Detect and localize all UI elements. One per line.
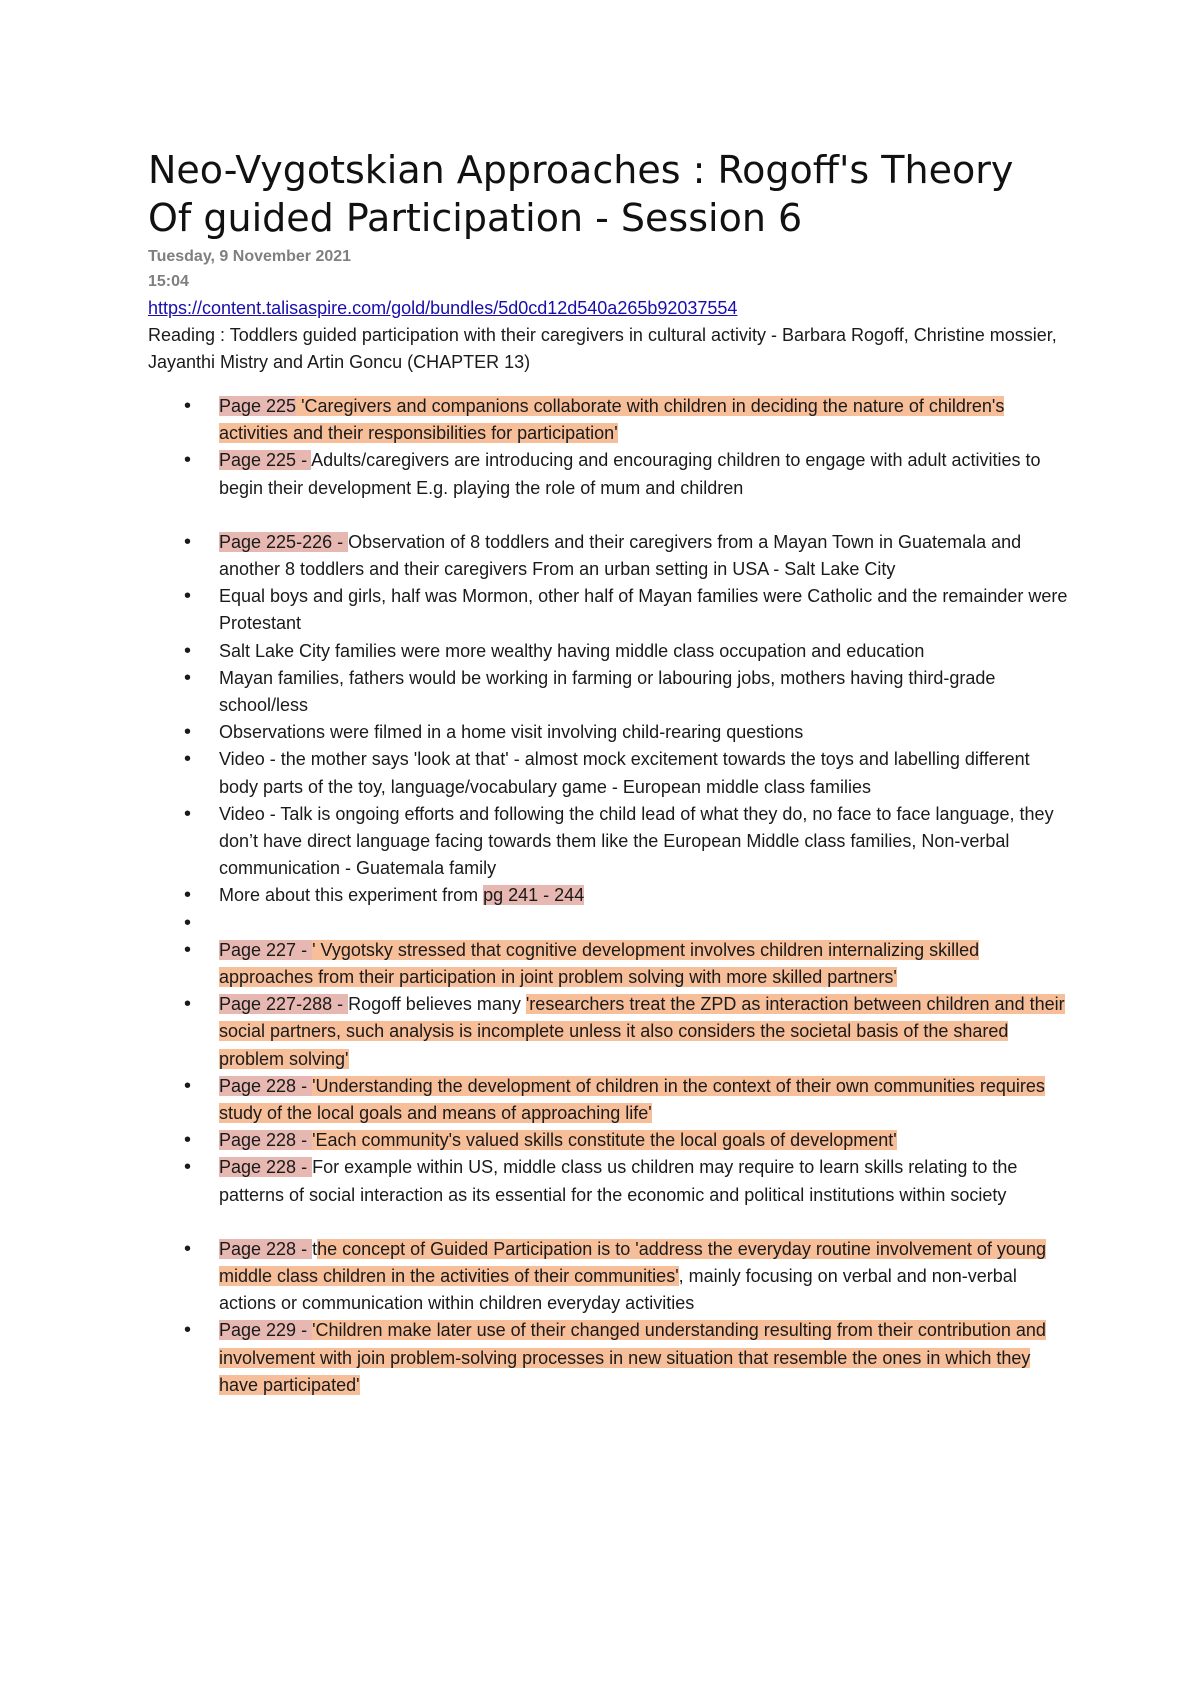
list-item bbox=[148, 991, 1068, 1073]
note-lead: t bbox=[312, 1238, 318, 1259]
quote-text: he concept of Guided Participation is to 'address the everyday routine involvement of young middle class children in the activities of their communities' bbox=[219, 1238, 1046, 1287]
reading-link[interactable]: https://content.talisaspire.com/gold/bundles/5d0cd12d540a265b92037554 bbox=[148, 298, 738, 318]
list-item bbox=[148, 719, 1068, 746]
list-item bbox=[148, 1073, 1068, 1127]
list-item bbox=[148, 1154, 1068, 1208]
quote-text: 'researchers treat the ZPD as interaction between children and their social partners, such analysis is incomplete unless it also considers the societal basis of the shared problem solving' bbox=[219, 994, 1065, 1069]
page-ref: Page 228 - bbox=[219, 1130, 313, 1151]
list-item bbox=[148, 882, 1068, 909]
bullet-icon: • bbox=[184, 802, 192, 825]
page-ref: Page 229 - bbox=[219, 1320, 313, 1341]
note-text: Video - Talk is ongoing efforts and following the child lead of what they do, no face to face language, they don’t have direct language facing towards them like the European Middle class families, Non-verbal communication - Guatemala family bbox=[219, 803, 1054, 879]
page-ref: Page 228 - bbox=[219, 1075, 313, 1096]
quote-text: 'Each community's valued skills constitute the local goals of development' bbox=[312, 1130, 897, 1151]
bullet-icon: • bbox=[184, 748, 192, 771]
page-ref: pg 241 - 244 bbox=[483, 885, 585, 906]
page-ref: Page 228 - bbox=[219, 1238, 313, 1259]
bullet-icon: • bbox=[184, 1319, 192, 1342]
note-date: Tuesday, 9 November 2021 bbox=[148, 248, 352, 265]
note-text: Adults/caregivers are introducing and encouraging children to engage with adult activities to begin their development E.g. playing the role of mum and children bbox=[219, 450, 1041, 498]
page-ref: Page 225-226 - bbox=[219, 531, 349, 552]
list-item bbox=[148, 1317, 1068, 1399]
bullet-icon: • bbox=[184, 1237, 192, 1260]
quote-text: 'Children make later use of their changed understanding resulting from their contribution and involvement with join problem-solving processes in new situation that resemble the ones in which they have participated' bbox=[219, 1320, 1046, 1395]
quote-text: 'Understanding the development of children in the context of their own communities requires study of the local goals and means of approaching life' bbox=[219, 1075, 1045, 1124]
list-item bbox=[148, 393, 1068, 447]
note-lead: Rogoff believes many bbox=[348, 994, 526, 1015]
page-ref: Page 227-288 - bbox=[219, 994, 349, 1015]
page-ref: Page 227 - bbox=[219, 939, 313, 960]
list-item bbox=[148, 583, 1068, 637]
page-title: Neo-Vygotskian Approaches : Rogoff's Theory Of guided Participation - Session 6 bbox=[148, 148, 1014, 240]
note-text: Equal boys and girls, half was Mormon, other half of Mayan families were Catholic and the remainder were Protestant bbox=[219, 586, 1068, 634]
reading-reference: Reading : Toddlers guided participation with their caregivers in cultural activity - Barbara Rogoff, Christine mossier, Jayanthi Mistry and Artin Goncu (CHAPTER 13) bbox=[148, 325, 1057, 372]
bullet-icon: • bbox=[184, 449, 192, 472]
page-ref: Page 225 - bbox=[219, 450, 312, 471]
bullet-icon: • bbox=[184, 911, 192, 934]
bullet-icon: • bbox=[184, 666, 192, 689]
list-item bbox=[148, 665, 1068, 719]
bullet-icon: • bbox=[184, 721, 192, 744]
bullet-icon: • bbox=[184, 639, 192, 662]
note-text: Mayan families, fathers would be working in farming or labouring jobs, mothers having third-grade school/less bbox=[219, 667, 996, 716]
bullet-icon: • bbox=[184, 530, 192, 553]
quote-text: 'Caregivers and companions collaborate with children in deciding the nature of children's activities and their responsibilities for participation' bbox=[219, 396, 1005, 444]
bullet-icon: • bbox=[184, 993, 192, 1016]
bullet-icon: • bbox=[184, 585, 192, 608]
note-text: Video - the mother says 'look at that' - almost mock excitement towards the toys and labelling different body parts of the toy, language/vocabulary game - European middle class families bbox=[219, 749, 1030, 797]
list-item bbox=[148, 529, 1068, 583]
list-item bbox=[148, 801, 1068, 883]
list-item bbox=[148, 1236, 1068, 1318]
note-text: More about this experiment from bbox=[219, 885, 484, 906]
list-item bbox=[148, 447, 1068, 501]
bullet-icon: • bbox=[184, 395, 192, 417]
note-text: Observation of 8 toddlers and their caregivers from a Mayan Town in Guatemala and another 8 toddlers and their caregivers From an urban setting in USA - Salt Lake City bbox=[219, 531, 1022, 580]
page-ref: Page 228 - bbox=[219, 1157, 313, 1178]
note-content bbox=[148, 146, 1068, 1399]
list-item-empty bbox=[148, 910, 1068, 937]
list-item bbox=[148, 746, 1068, 800]
list-item bbox=[148, 937, 1068, 991]
page-ref: Page 225 bbox=[219, 396, 297, 416]
note-text: , mainly focusing on verbal and non-verbal actions or communication within children everyday activities bbox=[219, 1266, 1017, 1314]
notes-list bbox=[148, 393, 1068, 1399]
bullet-icon: • bbox=[184, 938, 192, 961]
bullet-icon: • bbox=[184, 1156, 192, 1179]
note-text: Observations were filmed in a home visit involving child-rearing questions bbox=[219, 722, 804, 743]
note-text: Salt Lake City families were more wealthy having middle class occupation and education bbox=[219, 640, 925, 661]
list-item bbox=[148, 638, 1068, 665]
quote-text: ' Vygotsky stressed that cognitive development involves children internalizing skilled approaches from their participation in joint problem solving with more skilled partners' bbox=[219, 939, 980, 988]
note-text: For example within US, middle class us children may require to learn skills relating to the patterns of social interaction as its essential for the economic and political institutions within society bbox=[219, 1157, 1018, 1205]
bullet-icon: • bbox=[184, 1074, 192, 1097]
bullet-icon: • bbox=[184, 1129, 192, 1152]
bullet-icon: • bbox=[184, 884, 192, 907]
note-time: 15:04 bbox=[148, 273, 189, 290]
list-item bbox=[148, 1127, 1068, 1154]
